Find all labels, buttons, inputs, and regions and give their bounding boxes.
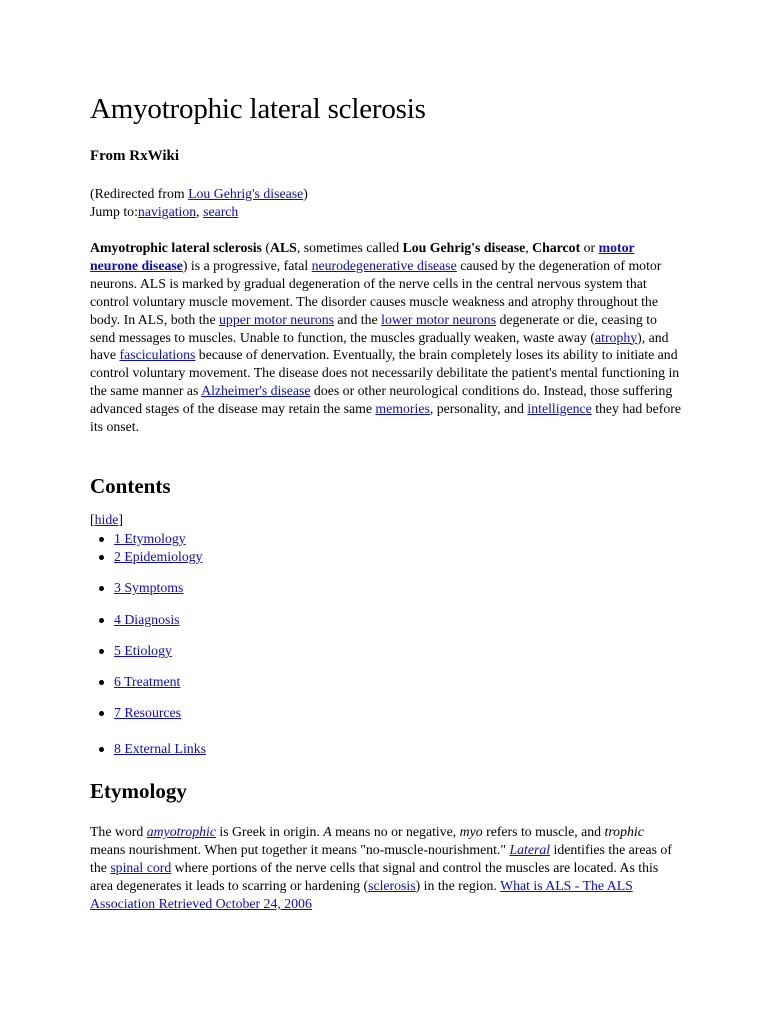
link-fasciculations[interactable]: fasciculations	[119, 347, 196, 363]
link-lower-motor-neurons[interactable]: lower motor neurons	[381, 311, 497, 327]
link-lateral[interactable]: Lateral	[509, 842, 551, 857]
intro-text: ), and have	[90, 329, 669, 363]
intro-text: ) is a progressive, fatal	[182, 257, 312, 273]
intro-text: , sometimes called	[296, 240, 403, 255]
link-spinal-cord[interactable]: spinal cord	[110, 860, 172, 875]
toc-item	[114, 674, 180, 690]
bullet-icon	[99, 618, 104, 623]
intro-text: they had before its onset.	[90, 401, 682, 435]
etym-term: myo	[459, 824, 483, 839]
toc-link-etiology[interactable]: 5 Etiology	[114, 643, 172, 658]
redirect-prefix: (Redirected from	[90, 186, 189, 201]
etymology-heading: Etymology	[90, 779, 187, 803]
redirect-notice	[90, 185, 308, 221]
jump-navigation-link[interactable]: navigation	[137, 204, 197, 219]
etym-term: trophic	[604, 824, 644, 839]
etym-term: A	[323, 824, 332, 839]
link-atrophy[interactable]: atrophy	[594, 329, 638, 345]
intro-alt-name: Charcot	[532, 240, 581, 255]
site-subtitle: From RxWiki	[90, 148, 180, 164]
contents-heading: Contents	[90, 474, 171, 498]
etymology-paragraph	[90, 823, 682, 913]
toc-item	[114, 705, 181, 721]
toc-item	[114, 580, 183, 596]
intro-text: or	[580, 240, 599, 255]
link-als-association-reference[interactable]: What is ALS - The ALS Association Retrieved October 24, 2006	[90, 878, 633, 911]
jump-search-link[interactable]: search	[203, 204, 239, 219]
toc-link-symptoms[interactable]: 3 Symptoms	[114, 580, 184, 595]
toc-item	[114, 643, 172, 659]
toc-link-treatment[interactable]: 6 Treatment	[114, 674, 181, 689]
link-alzheimers-disease[interactable]: Alzheimer's disease	[201, 383, 311, 399]
intro-term: Amyotrophic lateral sclerosis	[90, 240, 262, 255]
etym-text: refers to muscle, and	[482, 824, 605, 839]
intro-text: , personality, and	[429, 401, 528, 417]
intro-text: and the	[333, 311, 382, 327]
toc-bracket: [	[90, 512, 95, 527]
redirect-link[interactable]: Lou Gehrig's disease	[188, 186, 304, 201]
bullet-icon	[99, 537, 104, 542]
bullet-icon	[99, 586, 104, 591]
intro-text: ,	[525, 240, 533, 255]
etym-text: identifies the areas of the	[90, 842, 672, 875]
toc-hide-link[interactable]: hide	[94, 512, 119, 527]
toc-toggle	[90, 512, 123, 528]
intro-paragraph	[90, 239, 682, 436]
toc-bracket: ]	[118, 512, 123, 527]
etym-text: means no or negative,	[331, 824, 460, 839]
toc-link-external-links[interactable]: 8 External Links	[114, 741, 206, 756]
link-neurodegenerative-disease[interactable]: neurodegenerative disease	[311, 257, 457, 273]
toc-item	[114, 549, 203, 565]
etym-text: is Greek in origin.	[215, 824, 324, 839]
link-motor-neurone-disease[interactable]: motor neurone disease	[90, 240, 635, 273]
bullet-icon	[99, 711, 104, 716]
link-upper-motor-neurons[interactable]: upper motor neurons	[219, 311, 334, 327]
etym-text: The word	[90, 824, 147, 839]
intro-text: (	[261, 240, 270, 255]
toc-link-diagnosis[interactable]: 4 Diagnosis	[114, 612, 180, 627]
link-intelligence[interactable]: intelligence	[527, 401, 592, 417]
link-amyotrophic[interactable]: amyotrophic	[146, 824, 216, 839]
jump-separator: ,	[196, 204, 204, 219]
intro-abbrev: ALS	[269, 240, 297, 255]
toc-link-resources[interactable]: 7 Resources	[114, 705, 182, 720]
intro-text: degenerate or die, ceasing to send messages to muscles. Unable to function, the muscles gradually weaken, waste away (	[90, 311, 657, 345]
intro-text: does or other neurological conditions do. Instead, those suffering advanced stages of the disease may retain the same	[90, 383, 673, 417]
etym-text: means nourishment. When put together it means "no-muscle-nourishment."	[90, 842, 510, 857]
intro-text: because of denervation. Eventually, the brain completely loses its ability to initiate and control voluntary movement. The disease does not necessarily debilitate the patient's mental functioning in the same manner as	[90, 347, 680, 399]
redirect-suffix: )	[303, 186, 308, 201]
intro-alt-name: Lou Gehrig's disease	[402, 240, 526, 255]
toc-item	[114, 612, 180, 628]
toc-item	[114, 741, 206, 757]
bullet-icon	[99, 680, 104, 685]
toc-link-epidemiology[interactable]: 2 Epidemiology	[114, 549, 203, 564]
bullet-icon	[99, 555, 104, 560]
bullet-icon	[99, 649, 104, 654]
link-sclerosis[interactable]: sclerosis	[368, 878, 416, 893]
toc-link-etymology[interactable]: 1 Etymology	[114, 531, 186, 546]
intro-text: caused by the degeneration of motor neurons. ALS is marked by gradual degeneration of the nerve cells in the central nervous system that control voluntary muscle movement. The disorder causes muscle weakness and atrophy throughout the body. In ALS, both the	[90, 257, 662, 327]
page-title: Amyotrophic lateral sclerosis	[90, 93, 426, 125]
jump-prefix: Jump to:	[90, 204, 138, 219]
etym-text: where portions of the nerve cells that signal and control the muscles are located. As this area degenerates it leads to scarring or hardening (	[90, 860, 659, 893]
link-memories[interactable]: memories	[375, 401, 430, 417]
bullet-icon	[99, 747, 104, 752]
etym-text: ) in the region.	[415, 878, 501, 893]
toc-item	[114, 531, 186, 547]
